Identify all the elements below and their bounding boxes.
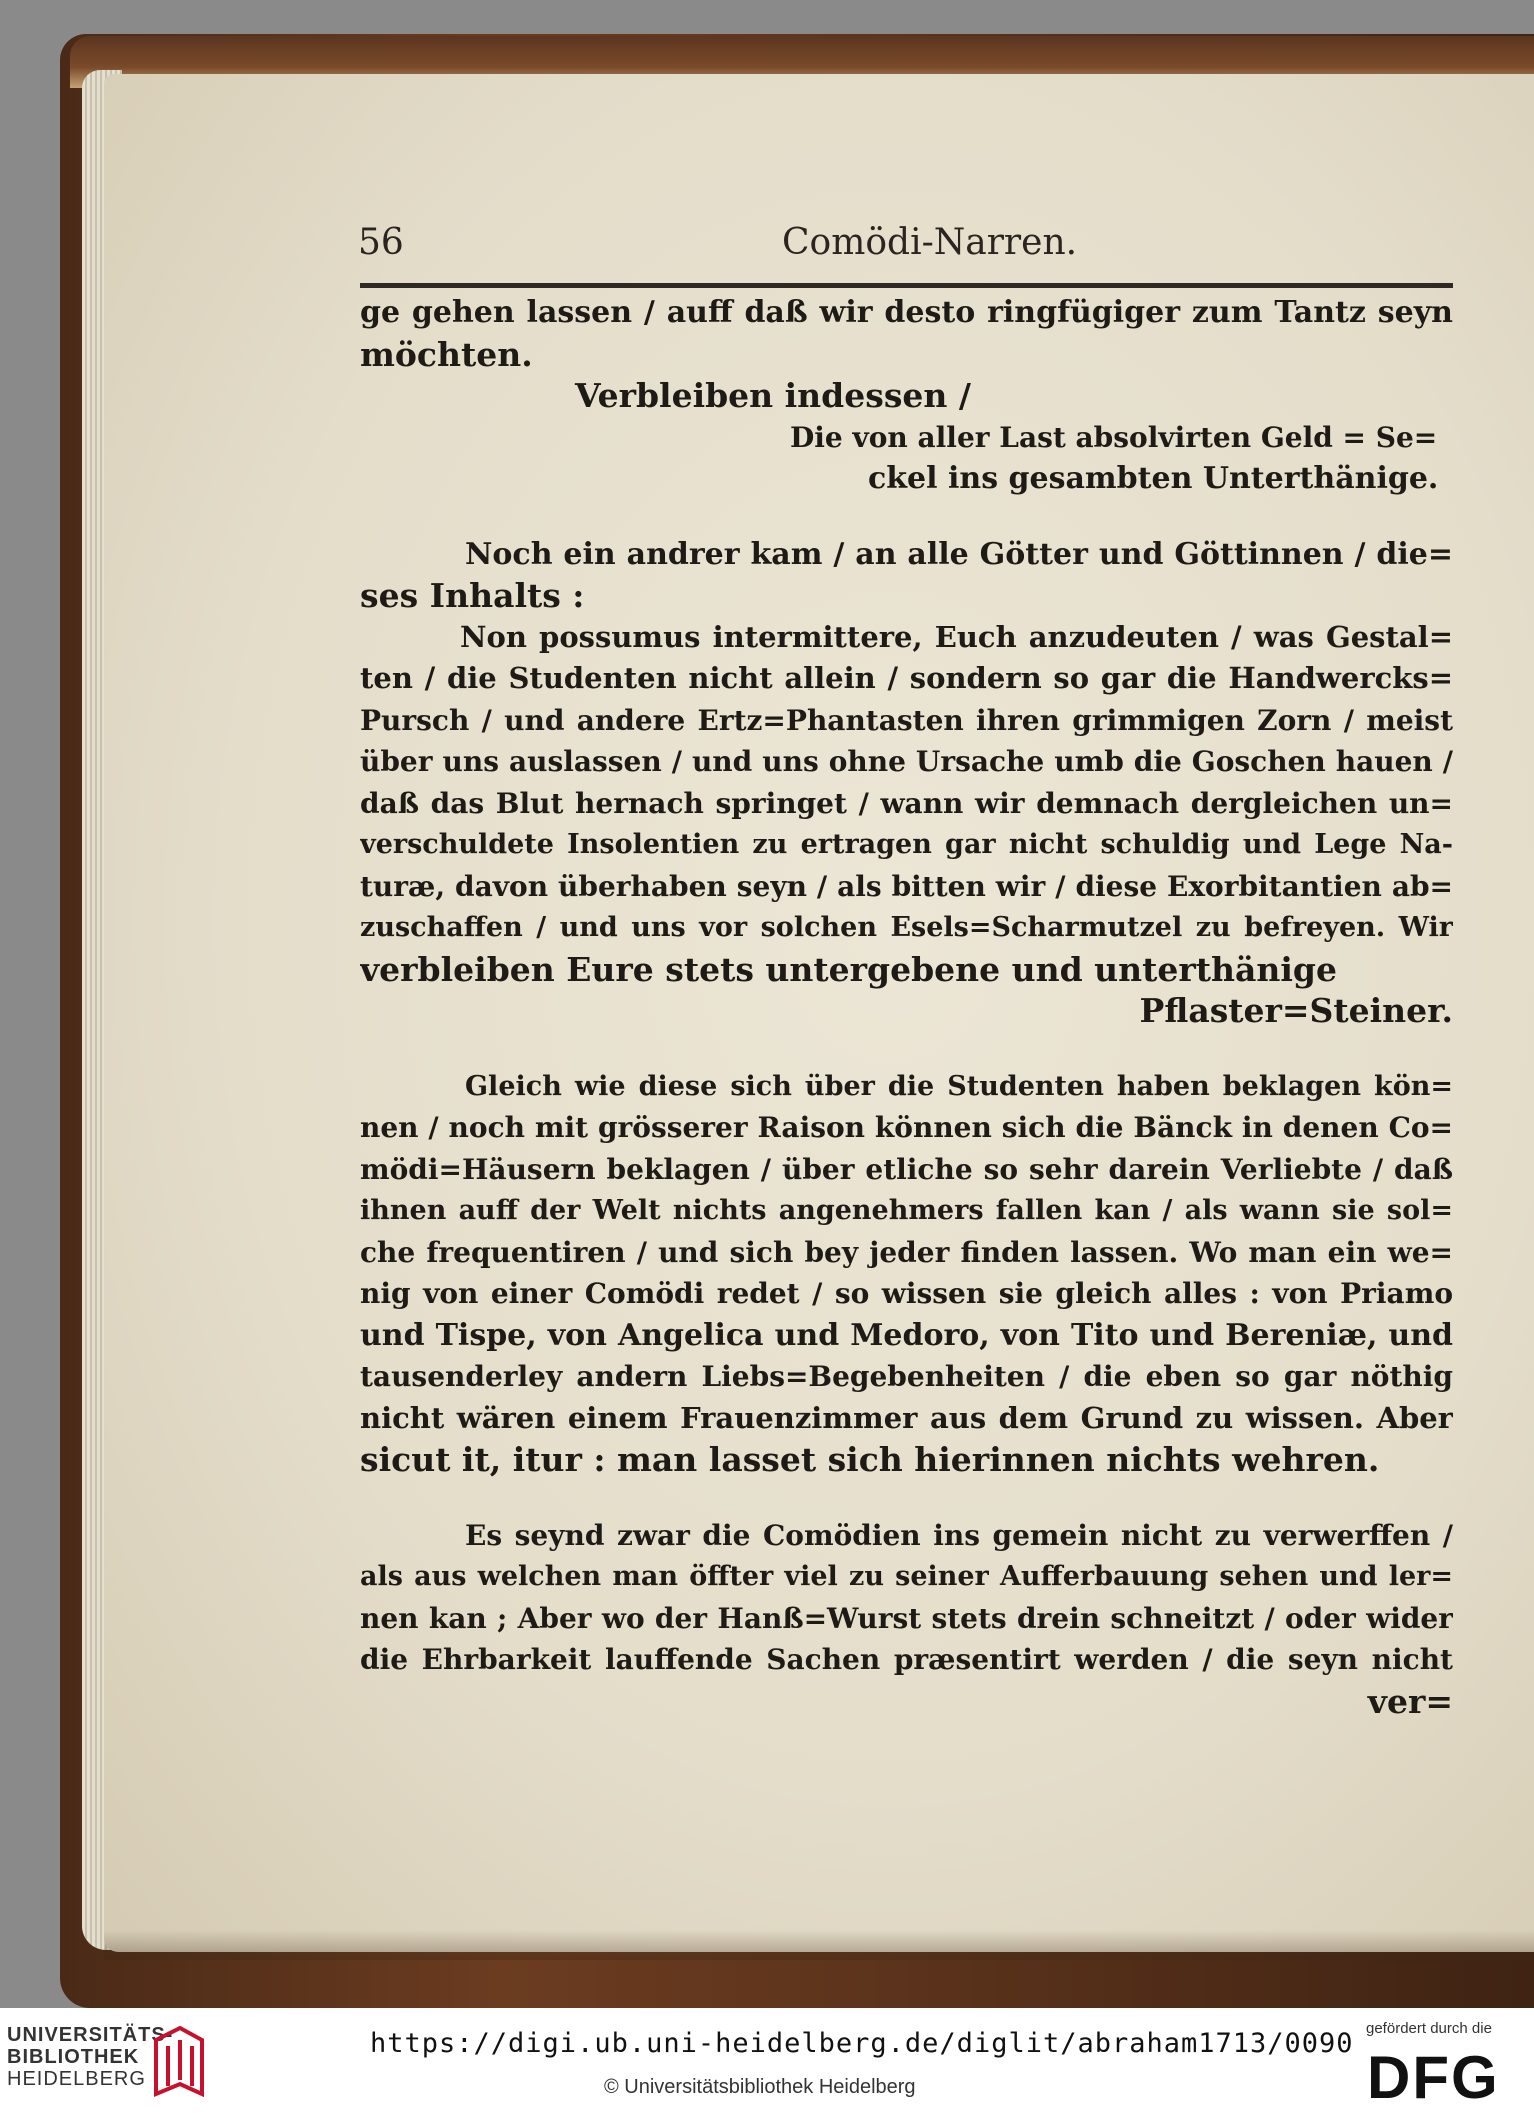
text-line: Non possumus intermittere, Euch anzudeuten / was Gestal=	[460, 619, 1453, 654]
text-line: nen kan ; Aber wo der Hanß=Wurst stets drein schneitzt / oder wider	[360, 1601, 1453, 1635]
text-line: Pursch / und andere Ertz=Phantasten ihren grimmigen Zorn / meist	[360, 703, 1453, 737]
signature-line: Pflaster=Steiner.	[1139, 991, 1453, 1030]
paragraph-gap	[360, 500, 1453, 534]
header-rule	[360, 283, 1453, 288]
text-line: ten / die Studenten nicht allein / sondern so gar die Handwercks=	[360, 661, 1453, 695]
text-line: nen / noch mit grösserer Raison können sich die Bänck in denen Co=	[360, 1111, 1453, 1144]
library-name-line: BIBLIOTHEK	[7, 2046, 140, 2068]
text-line: verschuldete Insolentien zu ertragen gar nicht schuldig und Lege Na-	[360, 829, 1453, 860]
page-text	[360, 292, 1453, 1722]
paragraph-gap	[360, 1032, 1453, 1066]
text-line: ge gehen lassen / auff daß wir desto ringfügiger zum Tantz seyn	[360, 295, 1453, 330]
text-line: möchten.	[360, 334, 533, 374]
text-line: nig von einer Comödi redet / so wissen sie gleich alles : von Priamo	[360, 1277, 1453, 1310]
dfg-logo: DFG	[1367, 2044, 1500, 2111]
text-line: ihnen auff der Welt nichts angenehmers fallen kan / als wann sie sol=	[360, 1195, 1453, 1226]
page-number: 56	[358, 222, 404, 263]
text-line: die Ehrbarkeit lauffende Sachen præsentirt werden / die seyn nicht	[360, 1643, 1453, 1676]
text-line: über uns auslassen / und uns ohne Ursache umb die Goschen hauen /	[360, 745, 1453, 778]
catchword: ver=	[1367, 1681, 1453, 1721]
text-line: zuschaffen / und uns vor solchen Esels=Scharmutzel zu befreyen. Wir	[360, 912, 1453, 943]
text-line: daß das Blut hernach springet / wann wir demnach dergleichen un=	[360, 786, 1453, 820]
text-line: Es seynd zwar die Comödien ins gemein nicht zu verwerffen /	[465, 1518, 1453, 1552]
running-head: Comödi-Narren.	[782, 222, 1078, 263]
copyright-notice: © Universitätsbibliothek Heidelberg	[604, 2076, 916, 2098]
text-line: tausenderley andern Liebs=Begebenheiten / die eben so gar nöthig	[360, 1360, 1453, 1393]
funding-note: gefördert durch die	[1366, 2020, 1492, 2037]
permalink-url[interactable]: https://digi.ub.uni-heidelberg.de/diglit/abraham1713/0090	[370, 2028, 1354, 2059]
text-line: nicht wären einem Frauenzimmer aus dem Grund zu wissen. Aber	[360, 1400, 1453, 1435]
library-logo-icon	[150, 2024, 208, 2102]
library-name-line: UNIVERSITÄTS-	[7, 2024, 174, 2046]
text-line: che frequentiren / und sich bey jeder finden lassen. Wo man ein we=	[360, 1235, 1453, 1269]
text-line: sicut it, itur : man lasset sich hierinnen nichts wehren.	[360, 1440, 1380, 1479]
text-line: Gleich wie diese sich über die Studenten haben beklagen kön=	[465, 1070, 1453, 1102]
page-shadow	[104, 1930, 1534, 1960]
text-line: ses Inhalts :	[360, 576, 585, 615]
paragraph-gap	[360, 1481, 1453, 1515]
text-line: Verbleiben indessen /	[575, 376, 971, 415]
text-line: turæ, davon überhaben seyn / als bitten wir / diese Exorbitantien ab=	[360, 869, 1453, 903]
text-line: als aus welchen man öffter viel zu seiner Aufferbauung sehen und ler=	[360, 1561, 1453, 1592]
text-line: verbleiben Eure stets untergebene und unterthänige	[360, 949, 1337, 989]
library-logo-text	[7, 2024, 173, 2090]
text-line: Noch ein andrer kam / an alle Götter und Göttinnen / die=	[465, 536, 1453, 572]
viewer-footer	[0, 2008, 1534, 2119]
text-line: und Tispe, von Angelica und Medoro, von Tito und Bereniæ, und	[360, 1317, 1453, 1353]
text-line: Die von aller Last absolvirten Geld = Se=	[790, 420, 1438, 454]
text-line: mödi=Häusern beklagen / über etliche so sehr darein Verliebte / daß	[360, 1152, 1453, 1186]
library-name-line: HEIDELBERG	[7, 2068, 146, 2090]
text-line: ckel ins gesambten Unterthänige.	[868, 461, 1439, 496]
